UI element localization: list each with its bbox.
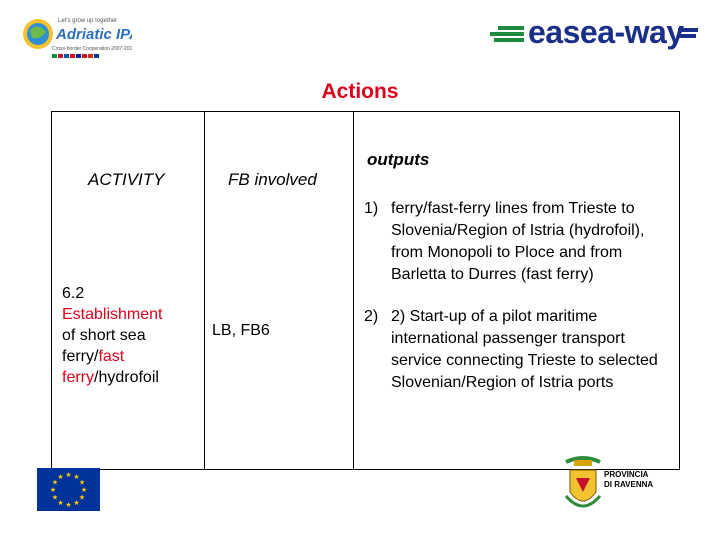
easea-way-wordmark: easea-way <box>528 14 684 50</box>
svg-text:★: ★ <box>80 486 88 494</box>
easea-way-logo <box>488 12 700 52</box>
header-outputs: outputs <box>367 150 430 169</box>
activity-text-red: fast <box>98 348 125 365</box>
svg-text:★: ★ <box>51 478 59 487</box>
actions-table <box>51 111 680 470</box>
output-item <box>364 306 674 394</box>
output-number: 1) <box>364 200 379 217</box>
svg-text:★: ★ <box>65 471 72 479</box>
svg-text:★: ★ <box>49 486 57 494</box>
eu-flag-logo <box>37 468 100 511</box>
adriatic-tagline: Let's grow up together <box>58 18 118 24</box>
svg-text:★: ★ <box>73 473 80 481</box>
adriatic-ipa-logo <box>22 12 132 72</box>
svg-text:★: ★ <box>57 499 64 507</box>
output-text: ferry/fast-ferry lines from Trieste to Slovenia/Region of Istria (hydrofoil), from Monopoli to Ploce and from Barletta to Durres (fast ferry) <box>391 200 645 283</box>
outputs-cell <box>364 198 674 414</box>
svg-text:★: ★ <box>57 473 64 481</box>
activity-text: of short sea <box>62 327 146 344</box>
header-fb-involved: FB involved <box>228 170 317 189</box>
svg-text:★: ★ <box>73 499 80 507</box>
activity-text: /hydrofoil <box>94 369 159 386</box>
adriatic-name: Adriatic IPA <box>56 26 132 43</box>
activity-text: ferry/ <box>62 348 99 365</box>
svg-text:★: ★ <box>78 478 86 487</box>
page-title: Actions <box>321 80 399 103</box>
output-item <box>364 198 674 286</box>
svg-text:★: ★ <box>51 493 59 502</box>
column-divider <box>353 112 354 469</box>
activity-text-red: ferry <box>62 369 94 386</box>
svg-text:★: ★ <box>78 493 86 502</box>
provincia-line1: PROVINCIA <box>604 470 649 479</box>
output-number: 2) <box>364 308 379 325</box>
svg-text:★: ★ <box>65 501 72 509</box>
activity-cell <box>62 283 212 388</box>
activity-text-red: Establishment <box>62 306 163 323</box>
header-activity: ACTIVITY <box>88 170 165 189</box>
provincia-text <box>604 470 653 490</box>
activity-number: 6.2 <box>62 285 85 302</box>
provincia-ravenna-logo <box>562 452 662 522</box>
adriatic-subtitle: Cross-border Cooperation 2007-2013 <box>52 46 132 52</box>
fb-involved-cell: LB, FB6 <box>212 322 270 339</box>
output-text: 2) Start-up of a pilot maritime international passenger transport service connecting Trieste to selected Slovenian/Region of Istria ports <box>391 308 658 391</box>
provincia-line2: DI RAVENNA <box>604 480 654 489</box>
partner-flags-strip <box>52 54 99 58</box>
